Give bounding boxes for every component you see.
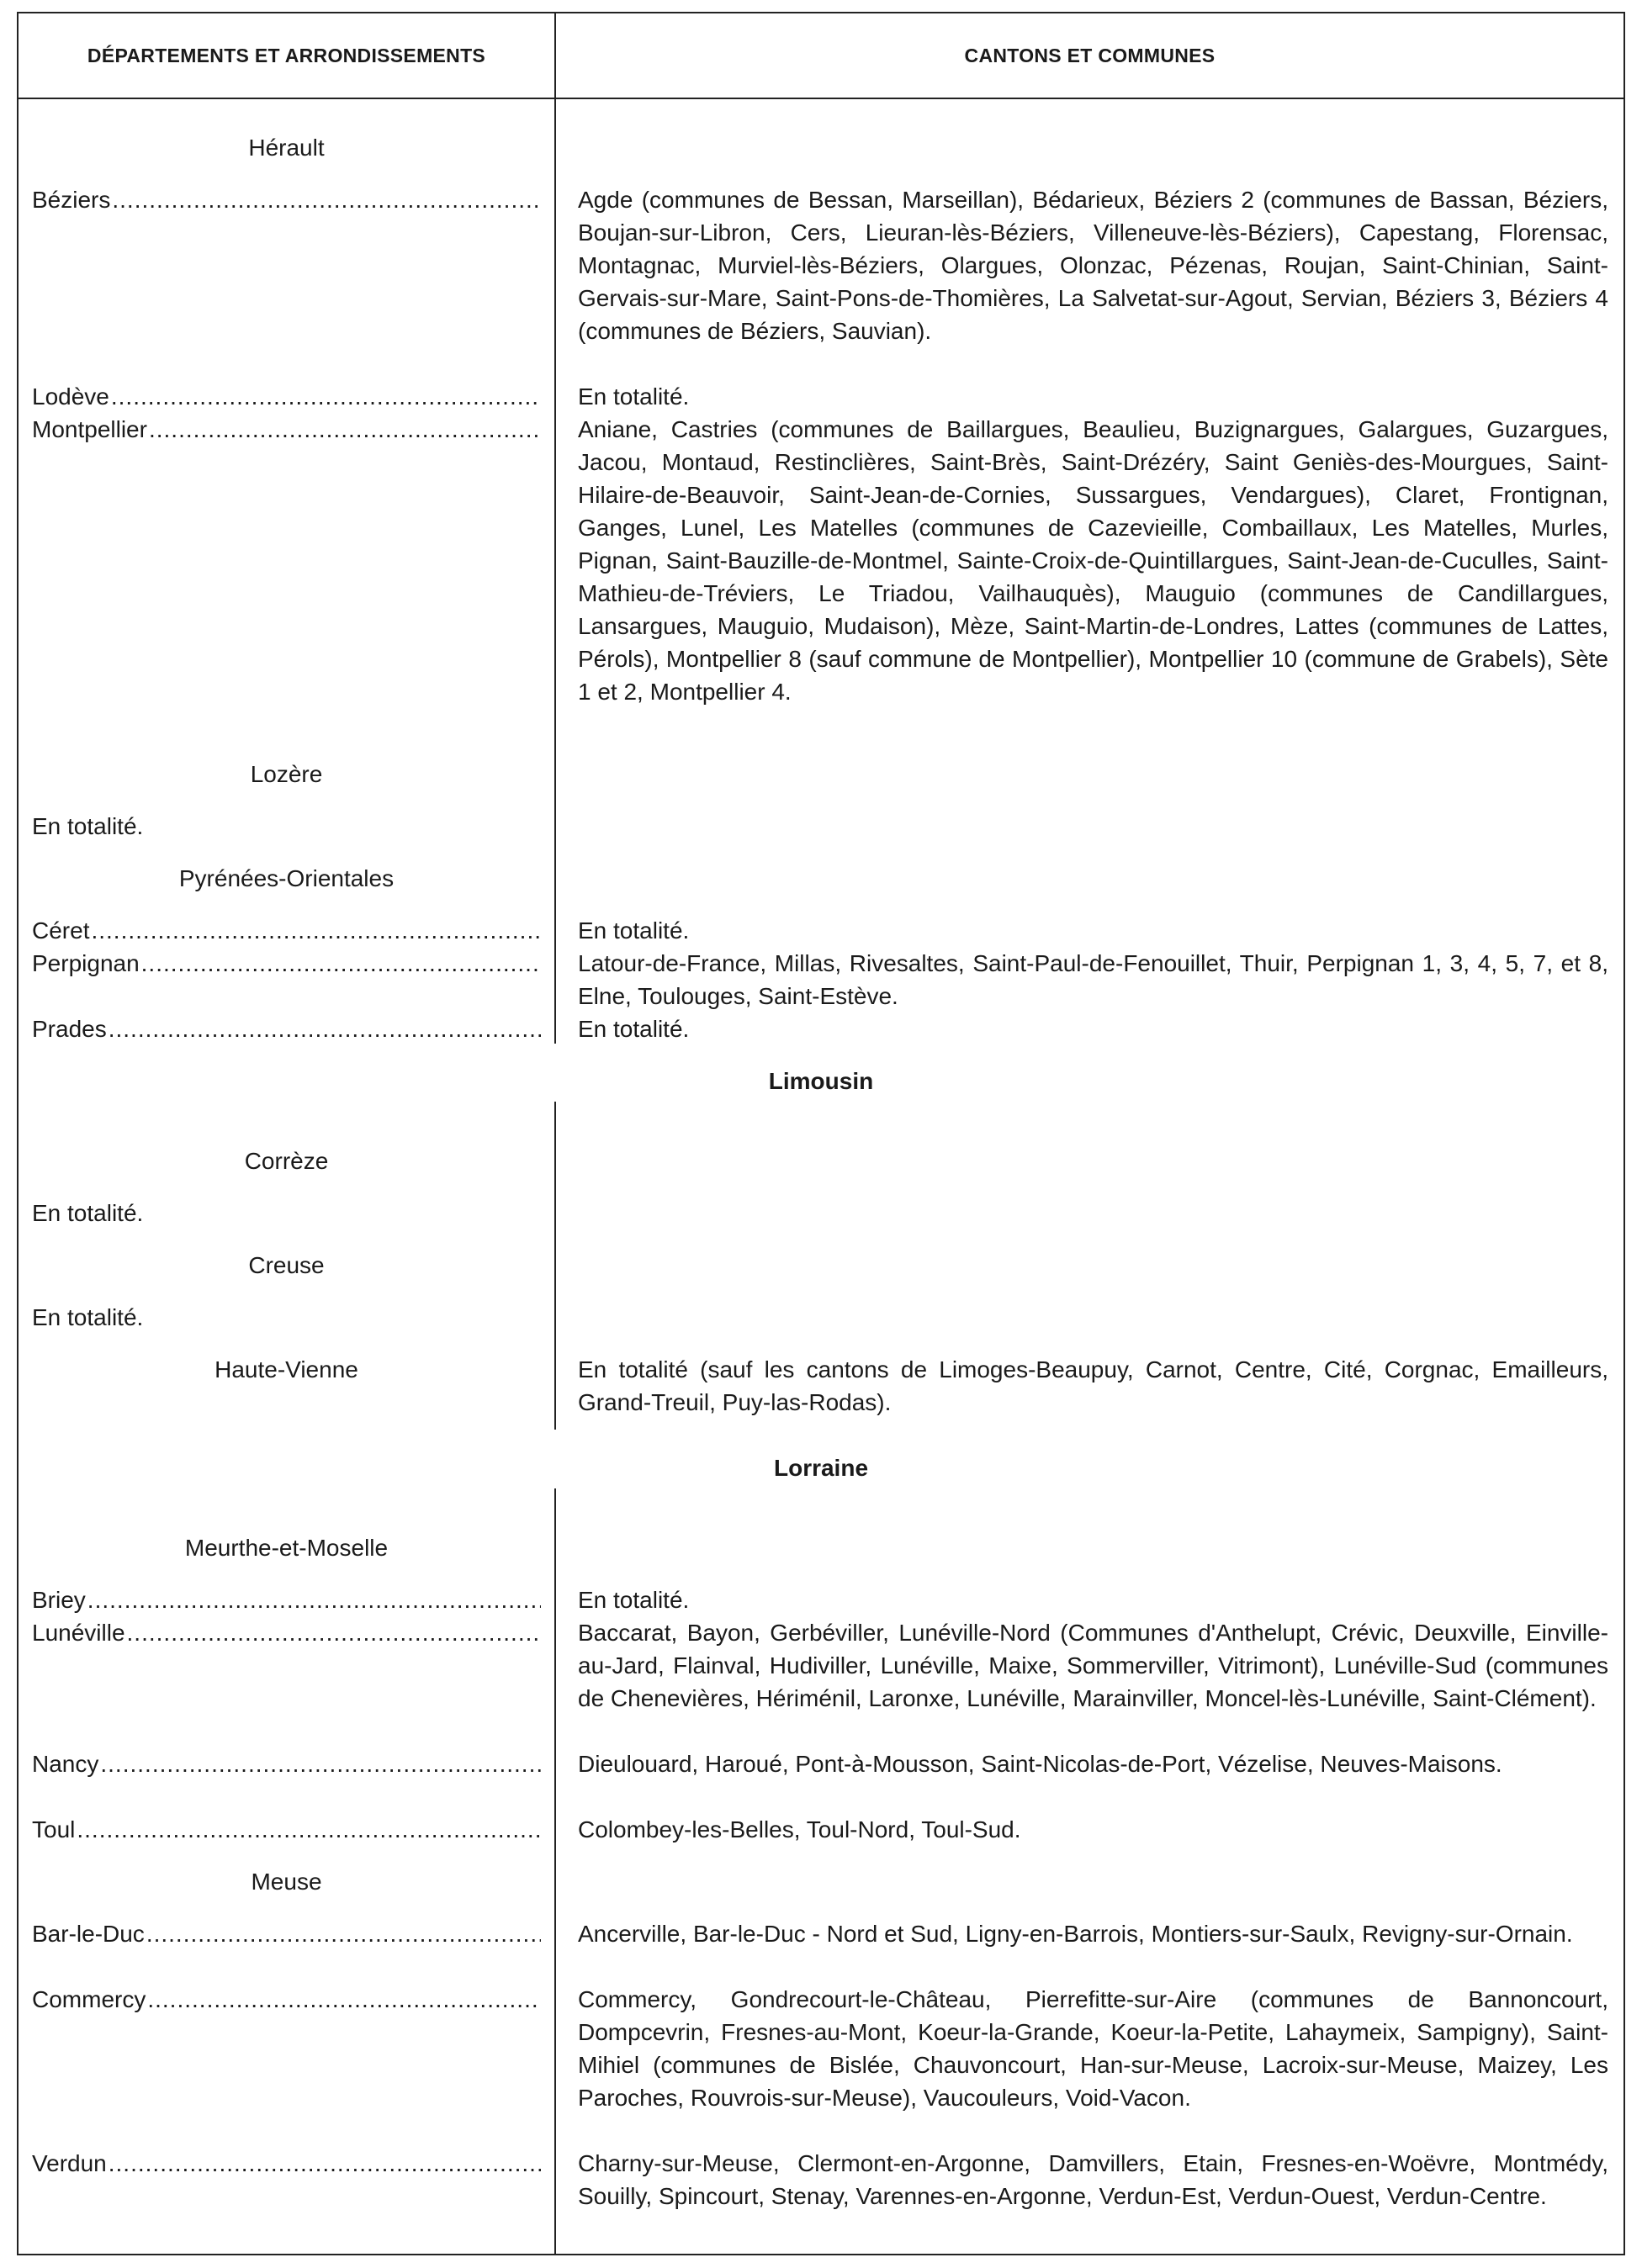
arr-montpellier: Montpellier ..... (32, 413, 541, 446)
dept-lozere: Lozère (250, 761, 323, 787)
correze-text: En totalité. (32, 1200, 144, 1226)
cantons-bar-le-duc: Ancerville, Bar-le-Duc - Nord et Sud, Ligny-en-Barrois, Montiers-sur-Saulx, Revigny-sur-Ornain. (578, 1921, 1573, 1947)
region-lorraine: Lorraine (773, 1455, 869, 1481)
arr-ceret: Céret ..... (32, 914, 541, 947)
header-divider (19, 98, 1623, 99)
dept-haute-vienne: Haute-Vienne (215, 1356, 358, 1382)
arr-verdun: Verdun ..... (32, 2147, 541, 2180)
header-cantons: CANTONS ET COMMUNES (964, 44, 1216, 66)
arr-lodeve: Lodève ..... (32, 380, 541, 413)
document-table (17, 12, 1625, 2255)
arr-briey: Briey ..... (32, 1583, 541, 1616)
arr-perpignan: Perpignan ..... (32, 947, 541, 980)
dept-herault: Hérault (248, 135, 325, 161)
header-departements: DÉPARTEMENTS ET ARRONDISSEMENTS (87, 44, 486, 66)
arr-beziers: Béziers ..... (32, 183, 541, 216)
arr-nancy: Nancy ..... (32, 1747, 541, 1780)
arr-prades: Prades ..... (32, 1012, 541, 1045)
dept-correze: Corrèze (244, 1148, 329, 1174)
cantons-commercy: Commercy, Gondrecourt-le-Château, Pierrefitte-sur-Aire (communes de Bannoncourt, Dompcevrin, Fresnes-au-Mont, Koeur-la-Grande, Koeur-la-Petite, Lahaymeix, Sampigny), Saint-Mihiel (communes de Bislée, Chauvoncourt, Han-sur-Meuse, Lacroix-sur-Meuse, Maizey, Les Paroches, Rouvrois-sur-Meuse), Vaucouleurs, Void-Vacon. (578, 1986, 1608, 2111)
cantons-beziers: Agde (communes de Bessan, Marseillan), Bédarieux, Béziers 2 (communes de Bassan, Béziers, Boujan-sur-Libron, Cers, Lieuran-lès-Béziers, Villeneuve-lès-Béziers), Capestang, Florensac, Montagnac, Murviel-lès-Béziers, Olargues, Olonzac, Pézenas, Roujan, Saint-Chinian, Saint-Gervais-sur-Mare, Saint-Pons-de-Thomières, La Salvetat-sur-Agout, Servian, Béziers 3, Béziers 4 (communes de Béziers, Sauvian). (578, 187, 1608, 344)
dept-creuse: Creuse (248, 1252, 325, 1278)
region-limousin: Limousin (768, 1068, 874, 1094)
cantons-ceret: En totalité. (578, 917, 690, 944)
column-divider (554, 1488, 556, 2255)
cantons-toul: Colombey-les-Belles, Toul-Nord, Toul-Sud. (578, 1816, 1021, 1842)
cantons-haute-vienne: En totalité (sauf les cantons de Limoges-Beaupuy, Carnot, Centre, Cité, Corgnac, Emailleurs, Grand-Treuil, Puy-las-Rodas). (578, 1356, 1608, 1415)
dept-meurthe-et-moselle: Meurthe-et-Moselle (184, 1535, 389, 1561)
arr-bar-le-duc: Bar-le-Duc ..... (32, 1917, 541, 1950)
dept-meuse: Meuse (251, 1869, 322, 1895)
cantons-lodeve: En totalité. (578, 383, 690, 410)
column-divider (554, 1102, 556, 1430)
cantons-briey: En totalité. (578, 1587, 690, 1613)
cantons-nancy: Dieulouard, Haroué, Pont-à-Mousson, Saint-Nicolas-de-Port, Vézelise, Neuves-Maisons. (578, 1751, 1502, 1777)
cantons-montpellier: Aniane, Castries (communes de Baillargues, Beaulieu, Buzignargues, Galargues, Guzargues, Jacou, Montaud, Restinclières, Saint-Brès, Saint-Drézéry, Saint Geniès-des-Mourgues, Saint-Hilaire-de-Beauvoir, Saint-Jean-de-Cornies, Sussargues, Vendargues), Claret, Frontignan, Ganges, Lunel, Les Matelles (communes de Cazevieille, Combaillaux, Les Matelles, Murles, Pignan, Saint-Bauzille-de-Montmel, Sainte-Croix-de-Quintillargues, Saint-Jean-de-Cuculles, Saint-Mathieu-de-Tréviers, Le Triadou, Vailhauquès), Mauguio (communes de Candillargues, Lansargues, Mauguio, Mudaison), Mèze, Saint-Martin-de-Londres, Lattes (communes de Lattes, Pérols), Montpellier 8 (sauf commune de Montpellier), Montpellier 10 (commune de Grabels), Sète 1 et 2, Montpellier 4. (578, 416, 1608, 705)
creuse-text: En totalité. (32, 1304, 144, 1330)
arr-toul: Toul ..... (32, 1813, 541, 1846)
cantons-prades: En totalité. (578, 1016, 690, 1042)
cantons-verdun: Charny-sur-Meuse, Clermont-en-Argonne, Damvillers, Etain, Fresnes-en-Woëvre, Montmédy, Souilly, Spincourt, Stenay, Varennes-en-Argonne, Verdun-Est, Verdun-Ouest, Verdun-Centre. (578, 2150, 1608, 2209)
cantons-luneville: Baccarat, Bayon, Gerbéviller, Lunéville-Nord (Communes d'Anthelupt, Crévic, Deuxville, Einville-au-Jard, Flainval, Hudiviller, Lunéville, Maixe, Sommerviller, Vitrimont), Lunéville-Sud (communes de Chenevières, Hériménil, Laronxe, Lunéville, Marainviller, Moncel-lès-Lunéville, Saint-Clément). (578, 1620, 1608, 1711)
column-divider (554, 13, 556, 1044)
dept-pyrenees-orientales: Pyrénées-Orientales (178, 865, 395, 891)
lozere-text: En totalité. (32, 813, 144, 839)
cantons-perpignan: Latour-de-France, Millas, Rivesaltes, Saint-Paul-de-Fenouillet, Thuir, Perpignan 1, 3, 4, 5, 7, et 8, Elne, Toulouges, Saint-Estève. (578, 950, 1608, 1009)
arr-commercy: Commercy ..... (32, 1983, 541, 2016)
arr-luneville: Lunéville ..... (32, 1616, 541, 1649)
